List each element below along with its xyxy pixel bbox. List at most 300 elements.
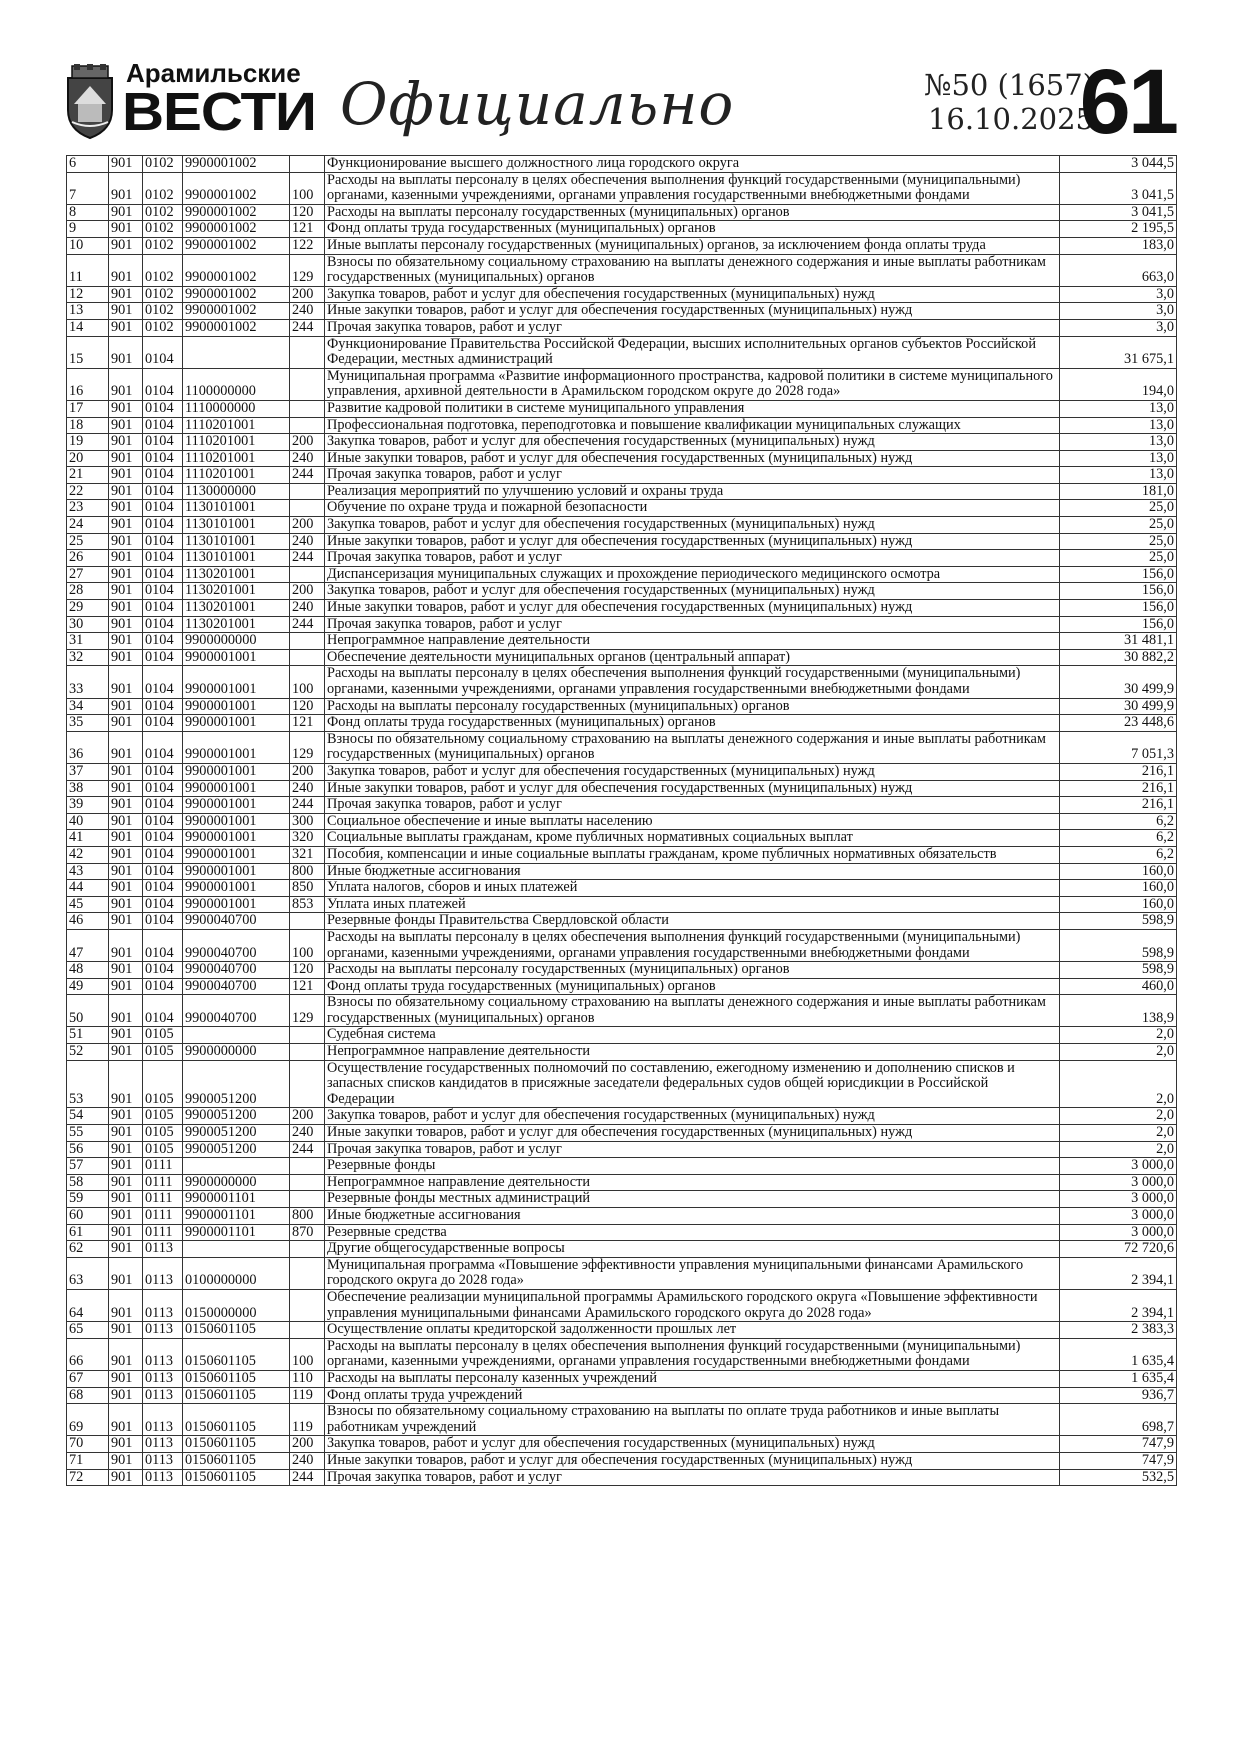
expense-type-code: 121 (290, 221, 325, 238)
section-code: 0104 (143, 400, 183, 417)
target-article-code: 9900040700 (183, 962, 290, 979)
expense-type-code: 200 (290, 583, 325, 600)
section-code: 0104 (143, 929, 183, 961)
expense-type-code: 300 (290, 813, 325, 830)
table-row (67, 780, 1177, 797)
item-name: Непрограммное направление деятельности (325, 633, 1060, 650)
row-number: 64 (67, 1289, 109, 1321)
expense-type-code: 110 (290, 1370, 325, 1387)
table-row (67, 237, 1177, 254)
table-row (67, 1370, 1177, 1387)
section-code: 0113 (143, 1370, 183, 1387)
row-number: 34 (67, 698, 109, 715)
ministry-code: 901 (109, 666, 143, 698)
logo-top-text: Арамильские (126, 58, 301, 88)
table-row (67, 1322, 1177, 1339)
item-name: Расходы на выплаты персоналу в целях обеспечения выполнения функций государственными (муниципальными) органами, казенными учреждениями, органами управления государственными внебюджетными фондами (325, 172, 1060, 204)
amount: 3,0 (1060, 303, 1177, 320)
amount: 181,0 (1060, 483, 1177, 500)
row-number: 7 (67, 172, 109, 204)
table-row (67, 763, 1177, 780)
ministry-code: 901 (109, 286, 143, 303)
section-code: 0104 (143, 600, 183, 617)
amount: 156,0 (1060, 616, 1177, 633)
section-code: 0104 (143, 550, 183, 567)
row-number: 23 (67, 500, 109, 517)
table-row (67, 1436, 1177, 1453)
row-number: 8 (67, 204, 109, 221)
section-code: 0113 (143, 1322, 183, 1339)
table-row (67, 368, 1177, 400)
ministry-code: 901 (109, 1387, 143, 1404)
target-article-code: 9900001001 (183, 698, 290, 715)
target-article-code: 0150601105 (183, 1436, 290, 1453)
item-name: Профессиональная подготовка, переподготовка и повышение квалификации муниципальных служащих (325, 417, 1060, 434)
expense-type-code: 100 (290, 1338, 325, 1370)
expense-type-code: 100 (290, 929, 325, 961)
expense-type-code: 850 (290, 880, 325, 897)
table-row (67, 1027, 1177, 1044)
section-code: 0104 (143, 467, 183, 484)
section-code: 0104 (143, 978, 183, 995)
row-number: 63 (67, 1257, 109, 1289)
row-number: 11 (67, 254, 109, 286)
item-name: Иные бюджетные ассигнования (325, 1208, 1060, 1225)
ministry-code: 901 (109, 1436, 143, 1453)
ministry-code: 901 (109, 1044, 143, 1061)
section-code: 0104 (143, 863, 183, 880)
table-row (67, 254, 1177, 286)
item-name: Функционирование Правительства Российской Федерации, высших исполнительных органов субъектов Российской Федерации, местных администраций (325, 336, 1060, 368)
amount: 31 481,1 (1060, 633, 1177, 650)
row-number: 71 (67, 1452, 109, 1469)
section-code: 0104 (143, 417, 183, 434)
expense-type-code: 240 (290, 1452, 325, 1469)
row-number: 40 (67, 813, 109, 830)
section-code: 0104 (143, 780, 183, 797)
expense-type-code (290, 1060, 325, 1108)
row-number: 27 (67, 566, 109, 583)
ministry-code: 901 (109, 1338, 143, 1370)
target-article-code: 9900001001 (183, 813, 290, 830)
section-code: 0104 (143, 995, 183, 1027)
item-name: Расходы на выплаты персоналу в целях обеспечения выполнения функций государственными (муниципальными) органами, казенными учреждениями, органами управления государственными внебюджетными фондами (325, 1338, 1060, 1370)
amount: 6,2 (1060, 813, 1177, 830)
target-article-code (183, 336, 290, 368)
section-code: 0104 (143, 500, 183, 517)
section-code: 0104 (143, 813, 183, 830)
amount: 936,7 (1060, 1387, 1177, 1404)
amount: 663,0 (1060, 254, 1177, 286)
ministry-code: 901 (109, 254, 143, 286)
target-article-code: 1130201001 (183, 616, 290, 633)
target-article-code (183, 1027, 290, 1044)
amount: 3 000,0 (1060, 1191, 1177, 1208)
amount: 160,0 (1060, 880, 1177, 897)
amount: 3,0 (1060, 286, 1177, 303)
row-number: 9 (67, 221, 109, 238)
expense-type-code: 244 (290, 467, 325, 484)
expense-type-code: 200 (290, 286, 325, 303)
section-code: 0102 (143, 319, 183, 336)
target-article-code: 9900001001 (183, 649, 290, 666)
expense-type-code: 321 (290, 846, 325, 863)
section-title: Официально (340, 70, 735, 138)
ministry-code: 901 (109, 1027, 143, 1044)
ministry-code: 901 (109, 583, 143, 600)
expense-type-code (290, 336, 325, 368)
target-article-code: 0150000000 (183, 1289, 290, 1321)
table-row (67, 467, 1177, 484)
table-row (67, 1469, 1177, 1486)
expense-type-code: 800 (290, 1208, 325, 1225)
section-code: 0102 (143, 254, 183, 286)
section-code: 0104 (143, 731, 183, 763)
row-number: 17 (67, 400, 109, 417)
section-code: 0113 (143, 1338, 183, 1370)
amount: 156,0 (1060, 600, 1177, 617)
table-row (67, 417, 1177, 434)
item-name: Закупка товаров, работ и услуг для обеспечения государственных (муниципальных) нужд (325, 286, 1060, 303)
ministry-code: 901 (109, 616, 143, 633)
section-code: 0104 (143, 483, 183, 500)
amount: 532,5 (1060, 1469, 1177, 1486)
target-article-code: 9900001002 (183, 237, 290, 254)
table-row (67, 666, 1177, 698)
newspaper-logo (64, 58, 316, 142)
section-code: 0104 (143, 715, 183, 732)
amount: 183,0 (1060, 237, 1177, 254)
item-name: Осуществление государственных полномочий по составлению, ежегодному изменению и дополнению списков и запасных списков кандидатов в присяжные заседатели федеральных судов общей юрисдикции в Российской Федерации (325, 1060, 1060, 1108)
row-number: 70 (67, 1436, 109, 1453)
table-row (67, 550, 1177, 567)
target-article-code: 9900051200 (183, 1108, 290, 1125)
target-article-code: 9900051200 (183, 1141, 290, 1158)
amount: 3,0 (1060, 319, 1177, 336)
target-article-code: 9900001002 (183, 319, 290, 336)
table-row (67, 1289, 1177, 1321)
amount: 747,9 (1060, 1452, 1177, 1469)
ministry-code: 901 (109, 846, 143, 863)
amount: 598,9 (1060, 913, 1177, 930)
target-article-code: 9900001001 (183, 715, 290, 732)
row-number: 29 (67, 600, 109, 617)
amount: 13,0 (1060, 450, 1177, 467)
item-name: Резервные средства (325, 1224, 1060, 1241)
target-article-code: 0100000000 (183, 1257, 290, 1289)
ministry-code: 901 (109, 1208, 143, 1225)
amount: 216,1 (1060, 797, 1177, 814)
table-row (67, 1044, 1177, 1061)
target-article-code: 9900040700 (183, 929, 290, 961)
table-row (67, 863, 1177, 880)
section-code: 0104 (143, 797, 183, 814)
row-number: 58 (67, 1174, 109, 1191)
item-name: Уплата налогов, сборов и иных платежей (325, 880, 1060, 897)
item-name: Муниципальная программа «Повышение эффективности управления муниципальными финансами Арамильского городского округа до 2028 года» (325, 1257, 1060, 1289)
target-article-code: 9900051200 (183, 1125, 290, 1142)
target-article-code: 9900001001 (183, 830, 290, 847)
table-row (67, 400, 1177, 417)
item-name: Резервные фонды Правительства Свердловской области (325, 913, 1060, 930)
target-article-code: 9900001001 (183, 797, 290, 814)
section-code: 0104 (143, 649, 183, 666)
target-article-code: 1130101001 (183, 533, 290, 550)
row-number: 67 (67, 1370, 109, 1387)
ministry-code: 901 (109, 1452, 143, 1469)
target-article-code: 1130101001 (183, 517, 290, 534)
amount: 2 394,1 (1060, 1257, 1177, 1289)
section-code: 0113 (143, 1404, 183, 1436)
section-code: 0105 (143, 1125, 183, 1142)
ministry-code: 901 (109, 467, 143, 484)
amount: 13,0 (1060, 434, 1177, 451)
section-code: 0104 (143, 583, 183, 600)
ministry-code: 901 (109, 913, 143, 930)
item-name: Обучение по охране труда и пожарной безопасности (325, 500, 1060, 517)
ministry-code: 901 (109, 863, 143, 880)
row-number: 51 (67, 1027, 109, 1044)
table-row (67, 483, 1177, 500)
ministry-code: 901 (109, 303, 143, 320)
amount: 3 044,5 (1060, 156, 1177, 173)
amount: 31 675,1 (1060, 336, 1177, 368)
row-number: 41 (67, 830, 109, 847)
table-row (67, 500, 1177, 517)
table-row (67, 566, 1177, 583)
target-article-code: 0150601105 (183, 1387, 290, 1404)
ministry-code: 901 (109, 896, 143, 913)
item-name: Прочая закупка товаров, работ и услуг (325, 1469, 1060, 1486)
target-article-code: 9900051200 (183, 1060, 290, 1108)
item-name: Фонд оплаты труда государственных (муниципальных) органов (325, 221, 1060, 238)
expense-type-code (290, 156, 325, 173)
row-number: 68 (67, 1387, 109, 1404)
expense-type-code: 244 (290, 616, 325, 633)
amount: 1 635,4 (1060, 1338, 1177, 1370)
target-article-code: 9900001001 (183, 863, 290, 880)
item-name: Резервные фонды местных администраций (325, 1191, 1060, 1208)
target-article-code: 9900001001 (183, 846, 290, 863)
expense-type-code (290, 913, 325, 930)
row-number: 19 (67, 434, 109, 451)
amount: 25,0 (1060, 500, 1177, 517)
item-name: Иные закупки товаров, работ и услуг для обеспечения государственных (муниципальных) нужд (325, 600, 1060, 617)
ministry-code: 901 (109, 995, 143, 1027)
amount: 13,0 (1060, 417, 1177, 434)
target-article-code: 1110201001 (183, 450, 290, 467)
item-name: Иные закупки товаров, работ и услуг для обеспечения государственных (муниципальных) нужд (325, 1125, 1060, 1142)
amount: 3 000,0 (1060, 1158, 1177, 1175)
item-name: Закупка товаров, работ и услуг для обеспечения государственных (муниципальных) нужд (325, 434, 1060, 451)
row-number: 15 (67, 336, 109, 368)
item-name: Резервные фонды (325, 1158, 1060, 1175)
table-row (67, 1060, 1177, 1108)
expense-type-code: 244 (290, 797, 325, 814)
amount: 2,0 (1060, 1044, 1177, 1061)
row-number: 16 (67, 368, 109, 400)
row-number: 39 (67, 797, 109, 814)
item-name: Расходы на выплаты персоналу в целях обеспечения выполнения функций государственными (муниципальными) органами, казенными учреждениями, органами управления государственными внебюджетными фондами (325, 666, 1060, 698)
expense-type-code (290, 1257, 325, 1289)
item-name: Осуществление оплаты кредиторской задолженности прошлых лет (325, 1322, 1060, 1339)
row-number: 33 (67, 666, 109, 698)
amount: 30 499,9 (1060, 666, 1177, 698)
expense-type-code (290, 1241, 325, 1258)
target-article-code: 9900001002 (183, 286, 290, 303)
item-name: Другие общегосударственные вопросы (325, 1241, 1060, 1258)
amount: 2 394,1 (1060, 1289, 1177, 1321)
item-name: Иные выплаты персоналу государственных (муниципальных) органов, за исключением фонда оплаты труда (325, 237, 1060, 254)
table-row (67, 319, 1177, 336)
expense-type-code (290, 633, 325, 650)
amount: 2,0 (1060, 1027, 1177, 1044)
item-name: Обеспечение деятельности муниципальных органов (центральный аппарат) (325, 649, 1060, 666)
table-row (67, 830, 1177, 847)
amount: 13,0 (1060, 400, 1177, 417)
item-name: Расходы на выплаты персоналу в целях обеспечения выполнения функций государственными (муниципальными) органами, казенными учреждениями, органами управления государственными внебюджетными фондами (325, 929, 1060, 961)
ministry-code: 901 (109, 1125, 143, 1142)
section-code: 0102 (143, 286, 183, 303)
row-number: 20 (67, 450, 109, 467)
expense-type-code: 240 (290, 600, 325, 617)
row-number: 21 (67, 467, 109, 484)
amount: 598,9 (1060, 929, 1177, 961)
section-code: 0104 (143, 846, 183, 863)
expense-type-code (290, 1174, 325, 1191)
row-number: 49 (67, 978, 109, 995)
ministry-code: 901 (109, 600, 143, 617)
target-article-code: 9900001002 (183, 156, 290, 173)
ministry-code: 901 (109, 500, 143, 517)
amount: 23 448,6 (1060, 715, 1177, 732)
item-name: Социальные выплаты гражданам, кроме публичных нормативных социальных выплат (325, 830, 1060, 847)
target-article-code: 9900040700 (183, 913, 290, 930)
expense-type-code: 121 (290, 978, 325, 995)
target-article-code: 1110201001 (183, 434, 290, 451)
target-article-code: 9900000000 (183, 633, 290, 650)
table-row (67, 1224, 1177, 1241)
item-name: Расходы на выплаты персоналу государственных (муниципальных) органов (325, 962, 1060, 979)
table-row (67, 336, 1177, 368)
ministry-code: 901 (109, 880, 143, 897)
table-row (67, 303, 1177, 320)
row-number: 53 (67, 1060, 109, 1108)
item-name: Прочая закупка товаров, работ и услуг (325, 467, 1060, 484)
table-row (67, 633, 1177, 650)
section-code: 0104 (143, 368, 183, 400)
section-code: 0111 (143, 1208, 183, 1225)
item-name: Иные закупки товаров, работ и услуг для обеспечения государственных (муниципальных) нужд (325, 780, 1060, 797)
item-name: Реализация мероприятий по улучшению условий и охраны труда (325, 483, 1060, 500)
page-header (64, 51, 1176, 153)
row-number: 32 (67, 649, 109, 666)
expense-type-code: 853 (290, 896, 325, 913)
ministry-code: 901 (109, 204, 143, 221)
ministry-code: 901 (109, 368, 143, 400)
ministry-code: 901 (109, 698, 143, 715)
section-code: 0104 (143, 450, 183, 467)
amount: 3 041,5 (1060, 204, 1177, 221)
ministry-code: 901 (109, 1191, 143, 1208)
ministry-code: 901 (109, 763, 143, 780)
item-name: Фонд оплаты труда государственных (муниципальных) органов (325, 715, 1060, 732)
amount: 598,9 (1060, 962, 1177, 979)
table-row (67, 1108, 1177, 1125)
section-code: 0102 (143, 204, 183, 221)
section-code: 0111 (143, 1158, 183, 1175)
amount: 2 383,3 (1060, 1322, 1177, 1339)
amount: 138,9 (1060, 995, 1177, 1027)
expense-type-code: 200 (290, 1436, 325, 1453)
section-code: 0104 (143, 434, 183, 451)
item-name: Фонд оплаты труда государственных (муниципальных) органов (325, 978, 1060, 995)
section-code: 0113 (143, 1452, 183, 1469)
item-name: Функционирование высшего должностного лица городского округа (325, 156, 1060, 173)
amount: 2,0 (1060, 1125, 1177, 1142)
table-row (67, 533, 1177, 550)
section-code: 0104 (143, 633, 183, 650)
page-number: 61 (1079, 51, 1176, 153)
item-name: Иные бюджетные ассигнования (325, 863, 1060, 880)
ministry-code: 901 (109, 978, 143, 995)
row-number: 60 (67, 1208, 109, 1225)
expense-type-code: 100 (290, 666, 325, 698)
coat-of-arms-icon (64, 64, 116, 140)
expense-type-code: 200 (290, 763, 325, 780)
row-number: 46 (67, 913, 109, 930)
expense-type-code: 870 (290, 1224, 325, 1241)
ministry-code: 901 (109, 731, 143, 763)
target-article-code: 9900001002 (183, 303, 290, 320)
expense-type-code: 129 (290, 995, 325, 1027)
expense-type-code: 119 (290, 1404, 325, 1436)
row-number: 54 (67, 1108, 109, 1125)
section-code: 0113 (143, 1257, 183, 1289)
row-number: 10 (67, 237, 109, 254)
ministry-code: 901 (109, 172, 143, 204)
target-article-code: 9900001002 (183, 221, 290, 238)
amount: 25,0 (1060, 517, 1177, 534)
table-row (67, 896, 1177, 913)
expense-type-code (290, 566, 325, 583)
expense-type-code: 120 (290, 962, 325, 979)
item-name: Закупка товаров, работ и услуг для обеспечения государственных (муниципальных) нужд (325, 1108, 1060, 1125)
ministry-code: 901 (109, 780, 143, 797)
amount: 3 000,0 (1060, 1208, 1177, 1225)
table-row (67, 880, 1177, 897)
section-code: 0104 (143, 336, 183, 368)
ministry-code: 901 (109, 1289, 143, 1321)
ministry-code: 901 (109, 533, 143, 550)
target-article-code: 9900000000 (183, 1044, 290, 1061)
target-article-code: 9900001002 (183, 172, 290, 204)
item-name: Непрограммное направление деятельности (325, 1174, 1060, 1191)
section-code: 0104 (143, 896, 183, 913)
item-name: Взносы по обязательному социальному страхованию на выплаты по оплате труда работников и иные выплаты работникам учреждений (325, 1404, 1060, 1436)
item-name: Закупка товаров, работ и услуг для обеспечения государственных (муниципальных) нужд (325, 517, 1060, 534)
ministry-code: 901 (109, 797, 143, 814)
item-name: Иные закупки товаров, работ и услуг для обеспечения государственных (муниципальных) нужд (325, 1452, 1060, 1469)
section-code: 0113 (143, 1436, 183, 1453)
ministry-code: 901 (109, 221, 143, 238)
amount: 30 882,2 (1060, 649, 1177, 666)
table-row (67, 1452, 1177, 1469)
target-article-code: 9900040700 (183, 995, 290, 1027)
row-number: 45 (67, 896, 109, 913)
ministry-code: 901 (109, 962, 143, 979)
row-number: 72 (67, 1469, 109, 1486)
